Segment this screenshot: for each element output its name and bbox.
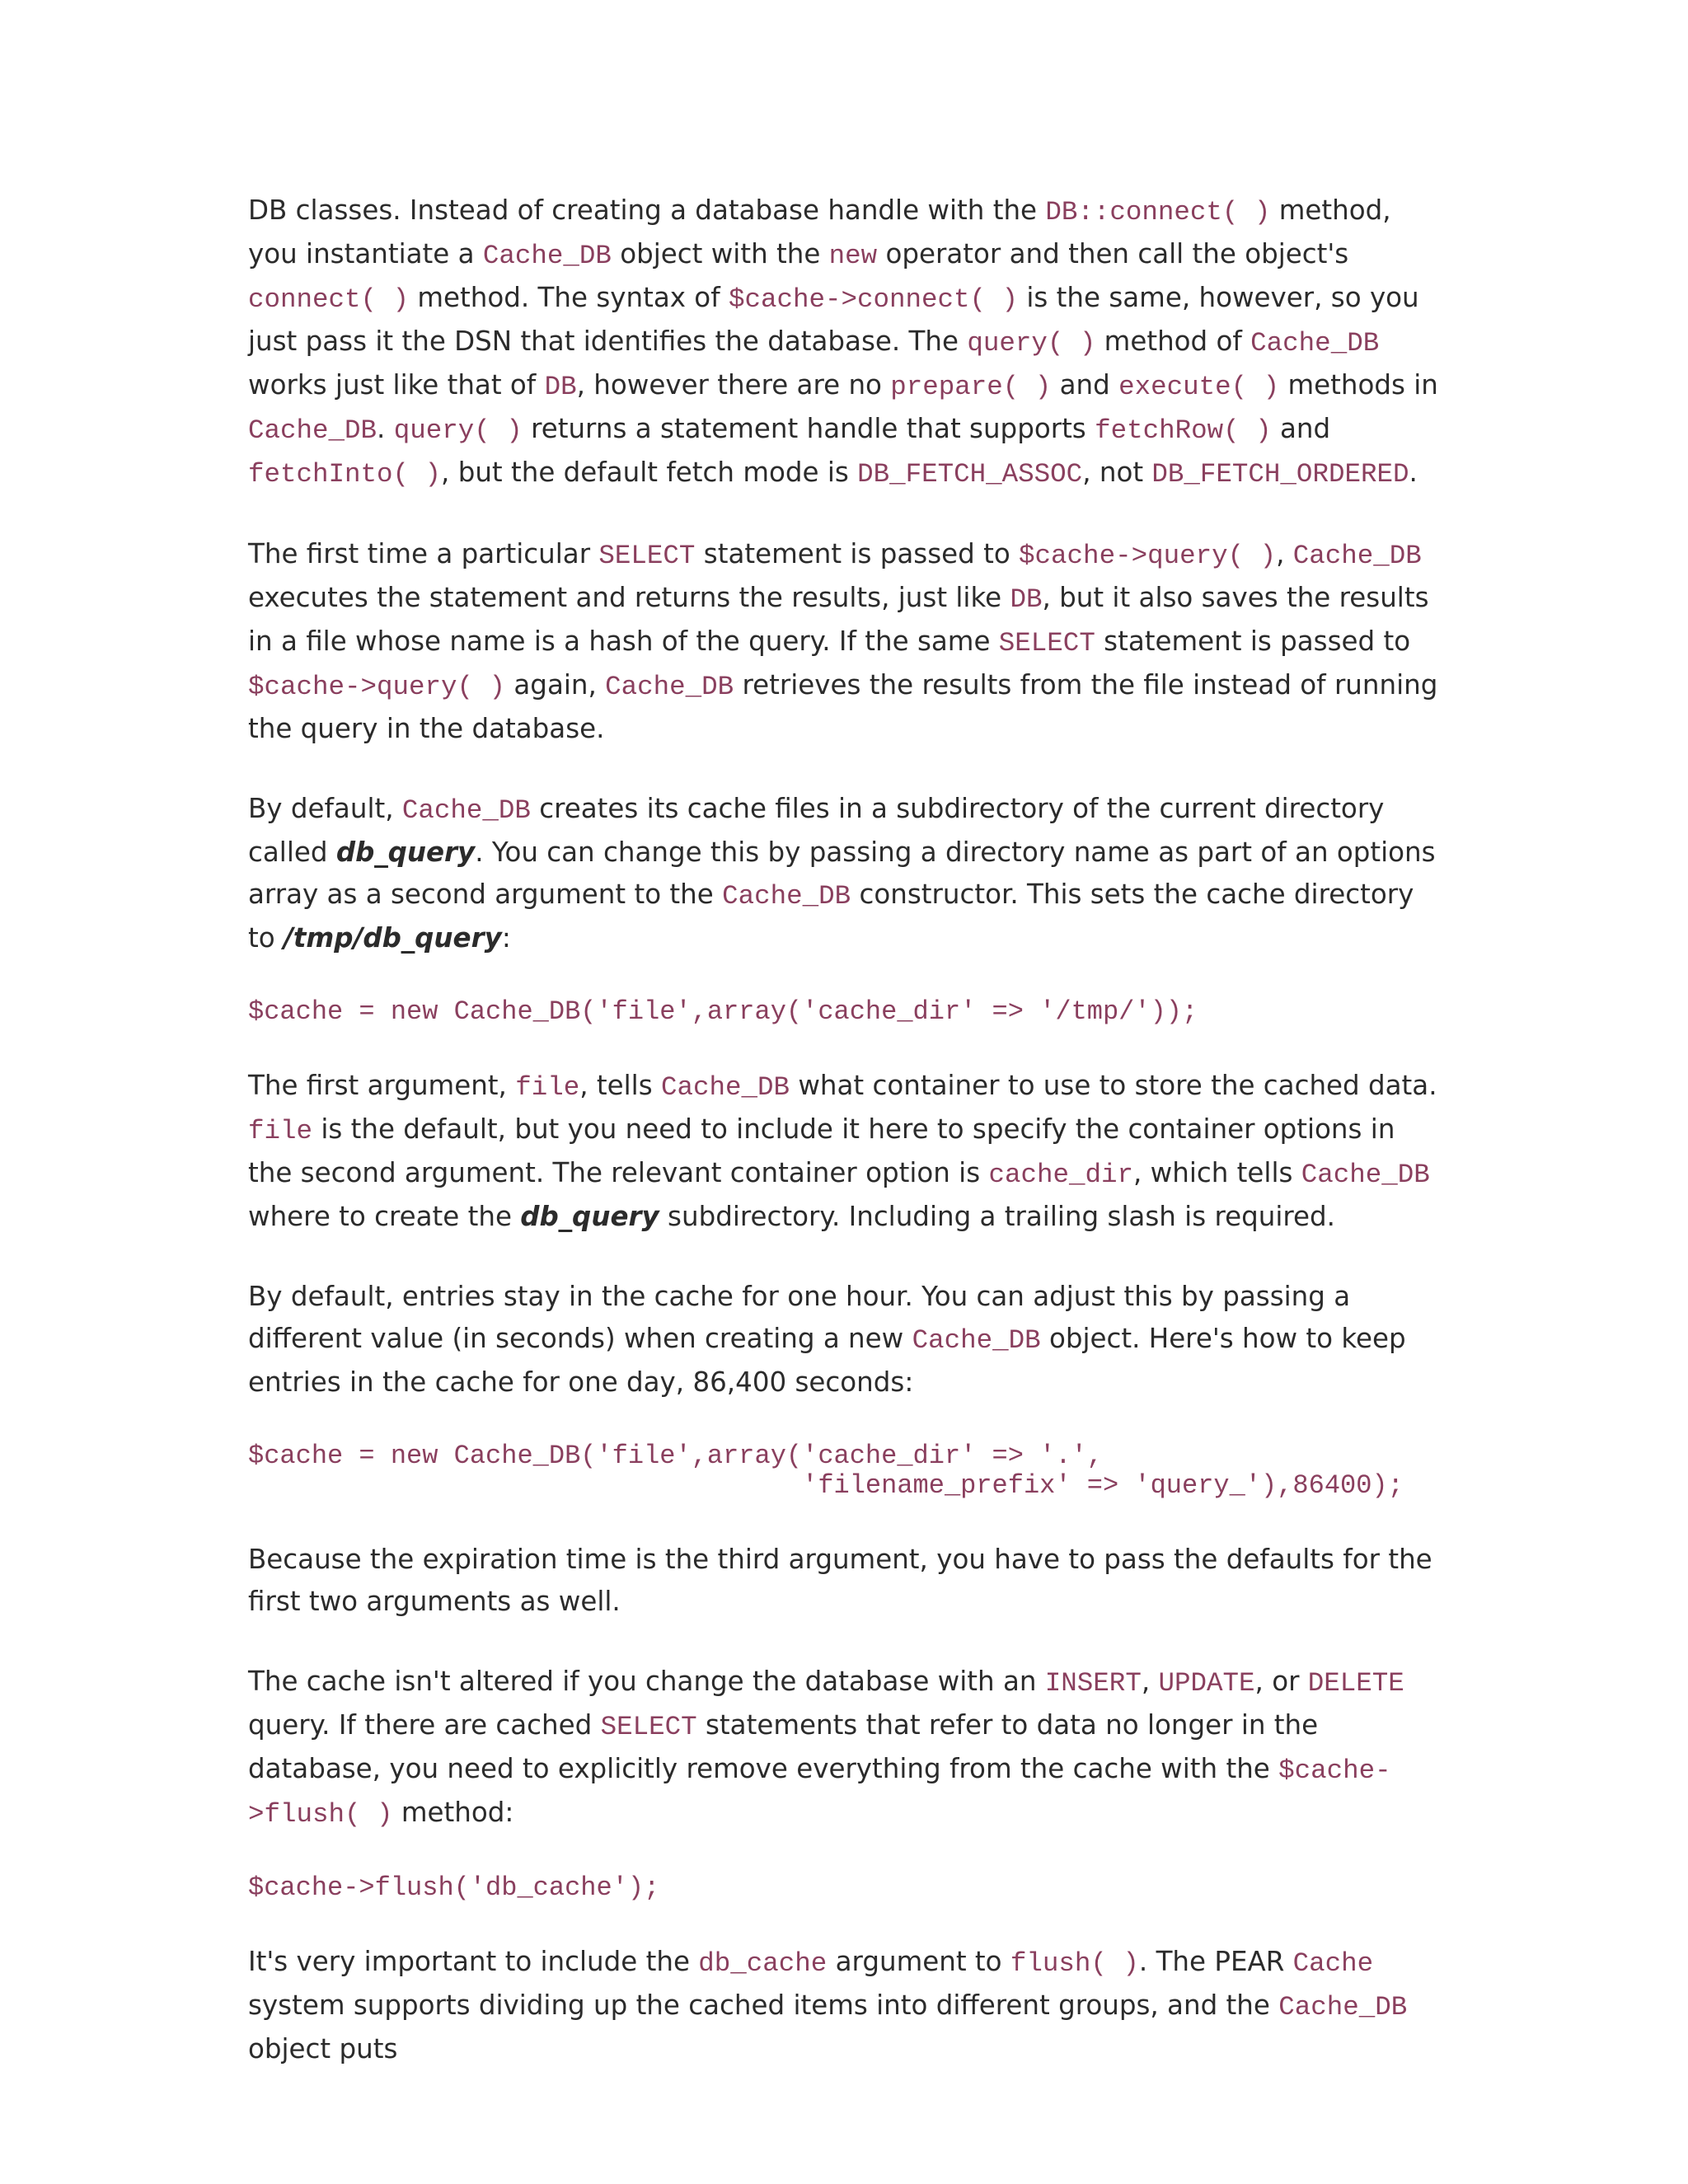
inline-code: DB_FETCH_ASSOC	[857, 459, 1083, 490]
code-block-flush: $cache->flush('db_cache');	[248, 1872, 660, 1903]
text: ,	[1276, 538, 1293, 569]
text: , which tells	[1133, 1157, 1301, 1188]
text: argument to	[827, 1946, 1010, 1977]
text: . The PEAR	[1138, 1946, 1293, 1977]
text: The cache isn't altered if you change the database with an	[248, 1666, 1045, 1697]
document-page	[248, 190, 1443, 2108]
text: The first argument,	[248, 1070, 516, 1101]
text: methods in	[1279, 369, 1438, 401]
text: By default,	[248, 793, 402, 824]
text: is the default, but you need to include it here to specify the container options in the second argument. The relevant container option is	[248, 1113, 1395, 1188]
inline-code: $cache->flush( )	[248, 1755, 1391, 1830]
inline-code: SELECT	[998, 628, 1095, 658]
text: By default, entries stay in the cache for one hour. You can adjust this by passing a different value (in seconds) when creating a new	[248, 1281, 1351, 1354]
inline-code: prepare( )	[890, 372, 1052, 402]
text: , but it also saves the results in a file whose name is a hash of the query. If the same	[248, 582, 1429, 657]
text: subdirectory. Including a trailing slash is required.	[659, 1201, 1335, 1232]
inline-code: query( )	[967, 328, 1096, 359]
inline-code: fetchRow( )	[1095, 415, 1272, 446]
inline-code: Cache_DB	[605, 672, 734, 702]
text: object with the	[611, 238, 829, 269]
text: where to create the	[248, 1201, 521, 1232]
inline-code: file	[515, 1072, 580, 1103]
inline-code: Cache_DB	[912, 1325, 1041, 1356]
text: :	[501, 922, 511, 954]
text: creates its cache files in a subdirectory of the current directory called	[248, 793, 1385, 868]
inline-code: Cache_DB	[482, 241, 612, 271]
inline-code: fetchInto( )	[248, 459, 442, 490]
text: method, you instantiate a	[248, 194, 1391, 269]
text: Because the expiration time is the third argument, you have to pass the defaults for the first two arguments as well.	[248, 1544, 1432, 1617]
text: , tells	[579, 1070, 661, 1101]
text: object puts	[248, 2033, 398, 2064]
inline-code: Cache_DB	[1301, 1160, 1430, 1190]
text: .	[377, 413, 394, 444]
text: statement is passed to	[695, 538, 1020, 569]
inline-code: cache_dir	[988, 1160, 1134, 1190]
paragraph-cache-db-intro	[248, 190, 1443, 495]
inline-code: flush( )	[1010, 1948, 1139, 1979]
inline-code: Cache_DB	[401, 795, 531, 826]
text: , but the default fetch mode is	[441, 457, 858, 488]
text: , or	[1254, 1666, 1308, 1697]
emphasized-path: db_query	[520, 1201, 659, 1232]
emphasized-path: /tmp/db_query	[283, 922, 502, 954]
code-block-expiration: $cache = new Cache_DB('file',array('cache_dir' => '.', 'filename_prefix' => 'query_'),86400);	[248, 1441, 1404, 1501]
paragraph-cache-flush	[248, 1661, 1443, 1835]
text: system supports dividing up the cached items into different groups, and the	[248, 1990, 1279, 2021]
text: statement is passed to	[1095, 626, 1411, 657]
inline-code: Cache	[1292, 1948, 1374, 1979]
inline-code: UPDATE	[1158, 1668, 1255, 1699]
inline-code: DELETE	[1307, 1668, 1404, 1699]
text: statements that refer to data no longer in the database, you need to explicitly remove everything from the cache with the	[248, 1709, 1319, 1784]
inline-code: Cache_DB	[1278, 1992, 1408, 2022]
inline-code: connect( )	[248, 284, 410, 315]
text: and	[1051, 369, 1119, 401]
paragraph-third-argument	[248, 1539, 1443, 1623]
inline-code: Cache_DB	[1292, 541, 1422, 571]
inline-code: DB_FETCH_ORDERED	[1151, 459, 1409, 490]
text: The first time a particular	[248, 538, 599, 569]
text: retrieves the results from the file instead of running the query in the database.	[248, 669, 1438, 744]
text: It's very important to include the	[248, 1946, 699, 1977]
text: what container to use to store the cached data.	[790, 1070, 1437, 1101]
emphasized-path: db_query	[335, 837, 476, 868]
text: and	[1271, 413, 1331, 444]
inline-code: $cache->connect( )	[728, 284, 1019, 315]
text: is the same, however, so you just pass it the DSN that identifies the database. The	[248, 282, 1419, 357]
text: object. Here's how to keep entries in the cache for one day, 86,400 seconds:	[248, 1323, 1406, 1398]
paragraph-cache-groups	[248, 1941, 1443, 2070]
inline-code: query( )	[393, 415, 523, 446]
paragraph-select-caching	[248, 533, 1443, 750]
code-block-cache-dir: $cache = new Cache_DB('file',array('cache_dir' => '/tmp/'));	[248, 996, 1198, 1027]
text: method of	[1095, 326, 1251, 357]
inline-code: $cache->query( )	[1019, 541, 1277, 571]
text: method:	[392, 1797, 514, 1828]
paragraph-container-options	[248, 1065, 1443, 1238]
text: DB classes. Instead of creating a database handle with the	[248, 194, 1046, 226]
inline-code: DB::connect( )	[1045, 197, 1271, 227]
text: works just like that of	[248, 369, 545, 401]
text: again,	[505, 669, 606, 701]
text: constructor. This sets the cache directory to	[248, 879, 1414, 954]
text: ,	[1141, 1666, 1159, 1697]
text: query. If there are cached	[248, 1709, 601, 1741]
inline-code: execute( )	[1118, 372, 1280, 402]
inline-code: db_cache	[698, 1948, 828, 1979]
inline-code: DB	[544, 372, 577, 402]
text: operator and then call the object's	[877, 238, 1349, 269]
text: method. The syntax of	[409, 282, 729, 313]
inline-code: Cache_DB	[248, 415, 377, 446]
inline-code: INSERT	[1044, 1668, 1142, 1699]
text: , however there are no	[576, 369, 891, 401]
text: .	[1409, 457, 1418, 488]
inline-code: Cache_DB	[660, 1072, 790, 1103]
inline-code: Cache_DB	[722, 881, 851, 912]
text: executes the statement and returns the results, just like	[248, 582, 1010, 613]
inline-code: new	[828, 241, 878, 271]
text: , not	[1082, 457, 1152, 488]
inline-code: SELECT	[598, 541, 696, 571]
paragraph-expiration	[248, 1276, 1443, 1404]
paragraph-cache-directory	[248, 788, 1443, 959]
text: . You can change this by passing a directory name as part of an options array as a second argument to the	[248, 837, 1436, 910]
text: returns a statement handle that supports	[522, 413, 1095, 444]
inline-code: $cache->query( )	[248, 672, 506, 702]
inline-code: Cache_DB	[1250, 328, 1380, 359]
inline-code: file	[248, 1116, 313, 1146]
inline-code: DB	[1010, 584, 1043, 615]
inline-code: SELECT	[600, 1712, 697, 1742]
